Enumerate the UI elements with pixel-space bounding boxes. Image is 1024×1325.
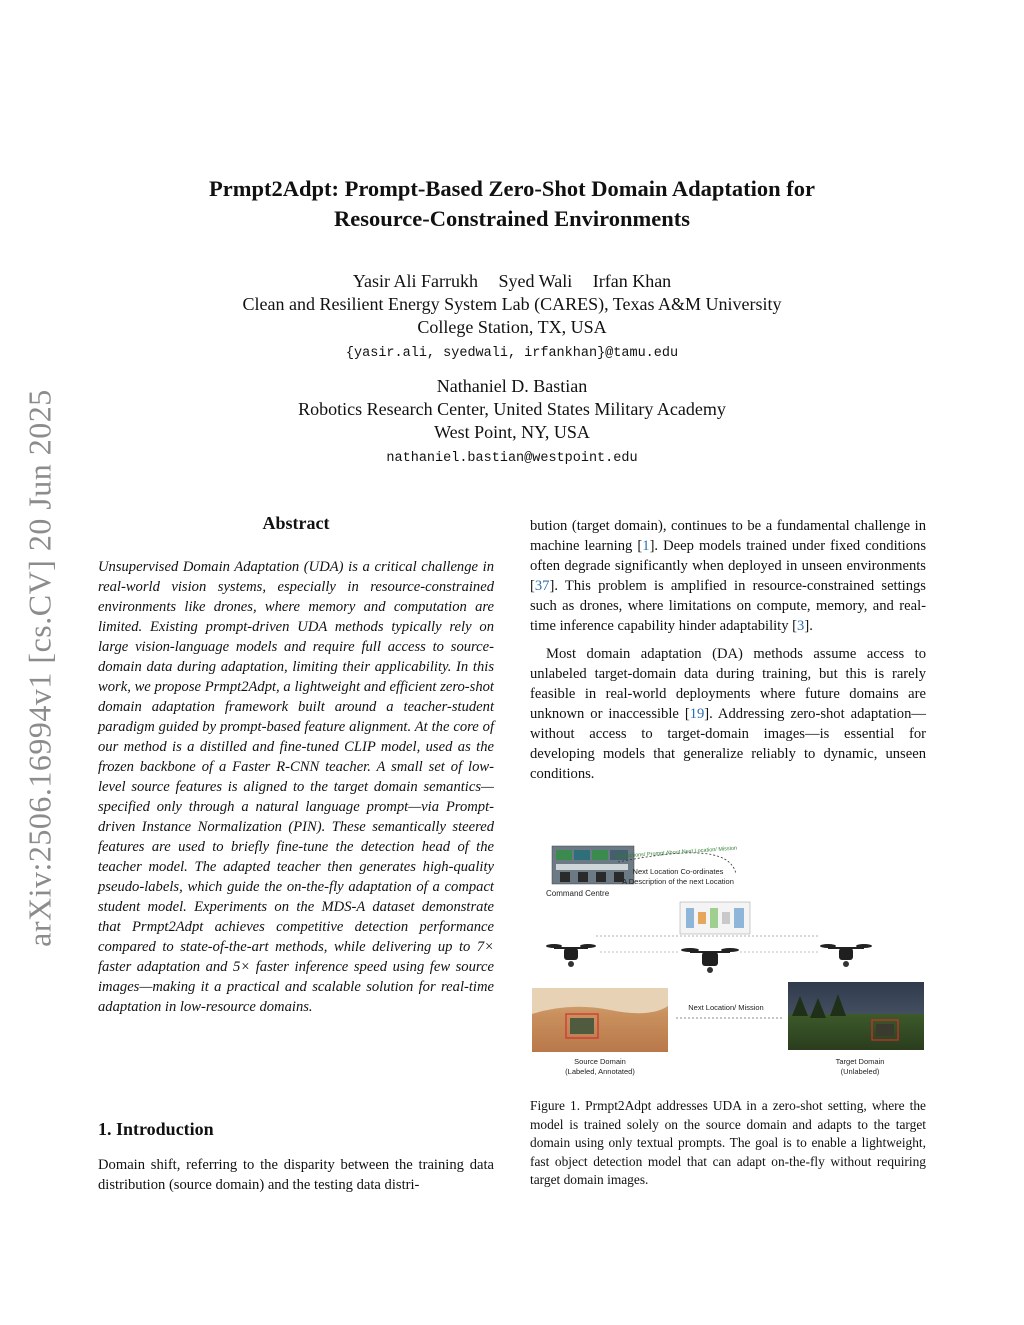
- author-email-2: nathaniel.bastian@westpoint.edu: [386, 451, 638, 466]
- prompt-line-1: Next Location Co-ordinates: [632, 867, 724, 876]
- introduction-heading: 1. Introduction: [98, 1119, 214, 1139]
- abstract-heading: Abstract: [262, 513, 330, 533]
- drone-icon: [681, 948, 739, 973]
- target-domain-image: [788, 982, 924, 1050]
- author-names: [140, 270, 884, 293]
- author-block: [140, 270, 884, 470]
- target-domain-sublabel: (Unlabeled): [840, 1067, 880, 1076]
- introduction-text: Domain shift, referring to the disparity between the training data distribution (source domain) and the testing data distri-: [98, 1157, 494, 1193]
- mission-label: Next Location/ Mission: [688, 1003, 764, 1012]
- paper-title: [140, 174, 884, 234]
- right-column-text: [530, 516, 926, 784]
- prompt-line-2: A Description of the next Location: [622, 877, 734, 886]
- affiliation-2: Robotics Research Center, United States Military Academy: [298, 399, 726, 419]
- target-domain-label: Target Domain: [835, 1057, 885, 1066]
- author-name: Yasir Ali Farrukh: [352, 271, 478, 291]
- drone-icon: [820, 944, 872, 967]
- model-diagram: [680, 902, 750, 934]
- source-domain-image: [532, 988, 668, 1052]
- arxiv-stamp-text: arXiv:2506.16994v1 [cs.CV] 20 Jun 2025: [21, 388, 58, 947]
- citation-link[interactable]: 19: [689, 706, 705, 722]
- abstract-text: Unsupervised Domain Adaptation (UDA) is a critical challenge in real-world vision systems, especially in resource-constrained environments like drones, where memory and computation are limited. Existing prompt-driven UDA methods typically rely on large vision-language models and require full access to source-domain data during adaptation, limiting their applicability. In this work, we propose Prmpt2Adpt, a lightweight and efficient zero-shot domain adaptation framework built around a teacher-student paradigm guided by prompt-based feature alignment. At the core of our method is a distilled and fine-tuned CLIP model, used as the frozen backbone of a Faster R-CNN teacher. A small set of low-level source features is aligned to the target domain semantics—specified only through a natural language prompt—via Prompt-driven Instance Normalization (PIN). These semantically steered features are used to briefly fine-tune the detection head of the teacher model. The adapted teacher then generates high-quality pseudo-labels, which guide the on-the-fly adaptation of a compact student model. Experiments on the MDS-A dataset demonstrate that Prmpt2Adpt achieves competitive detection performance compared to state-of-the-art methods, while delivering up to 7× faster adaptation and 5× faster inference speed using few source images—making it a practical and scalable solution for real-time adaptation in low-resource domains.: [98, 559, 494, 1015]
- drone-icon: [546, 944, 596, 967]
- title-line-2: Resource-Constrained Environments: [333, 206, 691, 231]
- arxiv-stamp: [10, 375, 70, 960]
- citation-link[interactable]: 1: [642, 538, 650, 554]
- author-email: {yasir.ali, syedwali, irfankhan}@tamu.edu: [345, 346, 679, 361]
- citation-link[interactable]: 3: [797, 618, 805, 634]
- author-name: Syed Wali: [498, 271, 573, 291]
- source-domain-label: Source Domain: [574, 1057, 626, 1066]
- figure-caption: Figure 1. Prmpt2Adpt addresses UDA in a zero-shot setting, where the model is trained solely on the source domain and adapts to the target domain using only textual prompts. The goal is to enable a lightweight, fast object detection model that can adapt on-the-fly without requiring target domain images.: [530, 1098, 926, 1187]
- affiliation-location-2: West Point, NY, USA: [434, 422, 590, 442]
- paragraph: bution (target domain), continues to be a fundamental challenge in machine learning [1]. Deep models trained under fixed conditions often degrade significantly when deployed in unseen environments [37]. This problem is amplified in resource-constrained settings such as drones, where limitations on compute, memory, and real-time inference capability hinder adaptability [3].: [530, 518, 926, 634]
- title-line-1: Prmpt2Adpt: Prompt-Based Zero-Shot Domain Adaptation for: [208, 176, 816, 201]
- citation-link[interactable]: 37: [534, 578, 550, 594]
- paragraph: Most domain adaptation (DA) methods assume access to unlabeled target-domain data during training, but this is rarely feasible in real-world deployments where future domains are unknown or inaccessible [19]. Addressing zero-shot adaptation—without access to target-domain images—is essential for developing models that generalize reliably to dynamic, unseen conditions.: [530, 646, 926, 782]
- author-name-2: Nathaniel D. Bastian: [436, 376, 588, 396]
- source-domain-sublabel: (Labeled, Annotated): [565, 1067, 635, 1076]
- affiliation: Clean and Resilient Energy System Lab (CARES), Texas A&M University: [242, 294, 782, 314]
- figure-1: [530, 838, 926, 1078]
- command-centre-label: Command Centre: [546, 889, 610, 898]
- prompt-arrow-label: Instructions/ Prompt About Next Location/ Mission: [615, 845, 738, 860]
- author-name: Irfan Khan: [592, 271, 672, 291]
- affiliation-location: College Station, TX, USA: [417, 317, 607, 337]
